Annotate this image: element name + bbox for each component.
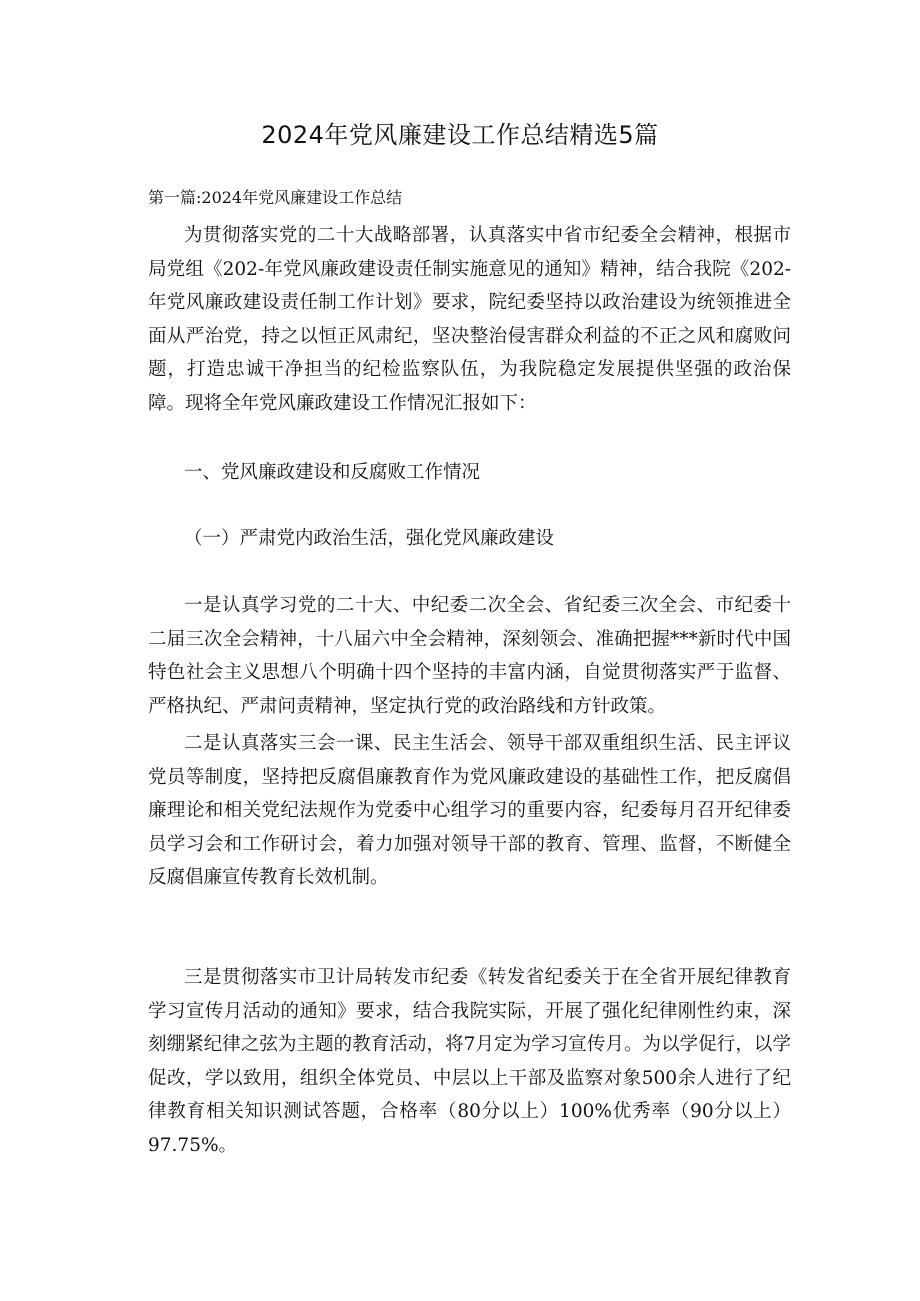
body-paragraph-one: 一是认真学习党的二十大、中纪委二次全会、省纪委三次全会、市纪委十二届三次全会精神，十八届六中全会精神，深刻领会、准确把握***新时代中国特色社会主义思想八个明确十四个坚持的丰富内涵，自觉贯彻落实严于监督、严格执纪、严肃问责精神，坚定执行党的政治路线和方针政策。 bbox=[148, 595, 791, 717]
section-heading: 一、党风廉政建设和反腐败工作情况 bbox=[184, 462, 481, 483]
document-title: 2024年党风廉建设工作总结精选5篇 bbox=[261, 121, 659, 149]
body-paragraph-two: 二是认真落实三会一课、民主生活会、领导干部双重组织生活、民主评议党员等制度，坚持把反腐倡廉教育作为党风廉政建设的基础性工作，把反腐倡廉理论和相关党纪法规作为党委中心组学习的重要内容，纪委每月召开纪律委员学习会和工作研讨会，着力加强对领导干部的教育、管理、监督，不断健全反腐倡廉宣传教育长效机制。 bbox=[148, 733, 791, 888]
body-paragraph-three: 三是贯彻落实市卫计局转发市纪委《转发省纪委关于在全省开展纪律教育学习宣传月活动的通知》要求，结合我院实际，开展了强化纪律刚性约束，深刻绷紧纪律之弦为主题的教育活动，将7月定为学习宣传月。为以学促行，以学促改，学以致用，组织全体党员、中层以上干部及监察对象500余人进行了纪律教育相关知识测试答题，合格率（80分以上）100%优秀率（90分以上）97.75%。 bbox=[148, 967, 791, 1156]
chapter-subtitle: 第一篇:2024年党风廉建设工作总结 bbox=[148, 188, 403, 207]
subsection-heading: （一）严肃党内政治生活，强化党风廉政建设 bbox=[184, 528, 555, 549]
intro-paragraph: 为贯彻落实党的二十大战略部署，认真落实中省市纪委全会精神，根据市局党组《202-年党风廉政建设责任制实施意见的通知》精神，结合我院《202-年党风廉政建设责任制工作计划》要求，院纪委坚持以政治建设为统领推进全面从严治党，持之以恒正风肃纪，坚决整治侵害群众利益的不正之风和腐败问题，打造忠诚干净担当的纪检监察队伍，为我院稳定发展提供坚强的政治保障。现将全年党风廉政建设工作情况汇报如下： bbox=[148, 225, 791, 414]
